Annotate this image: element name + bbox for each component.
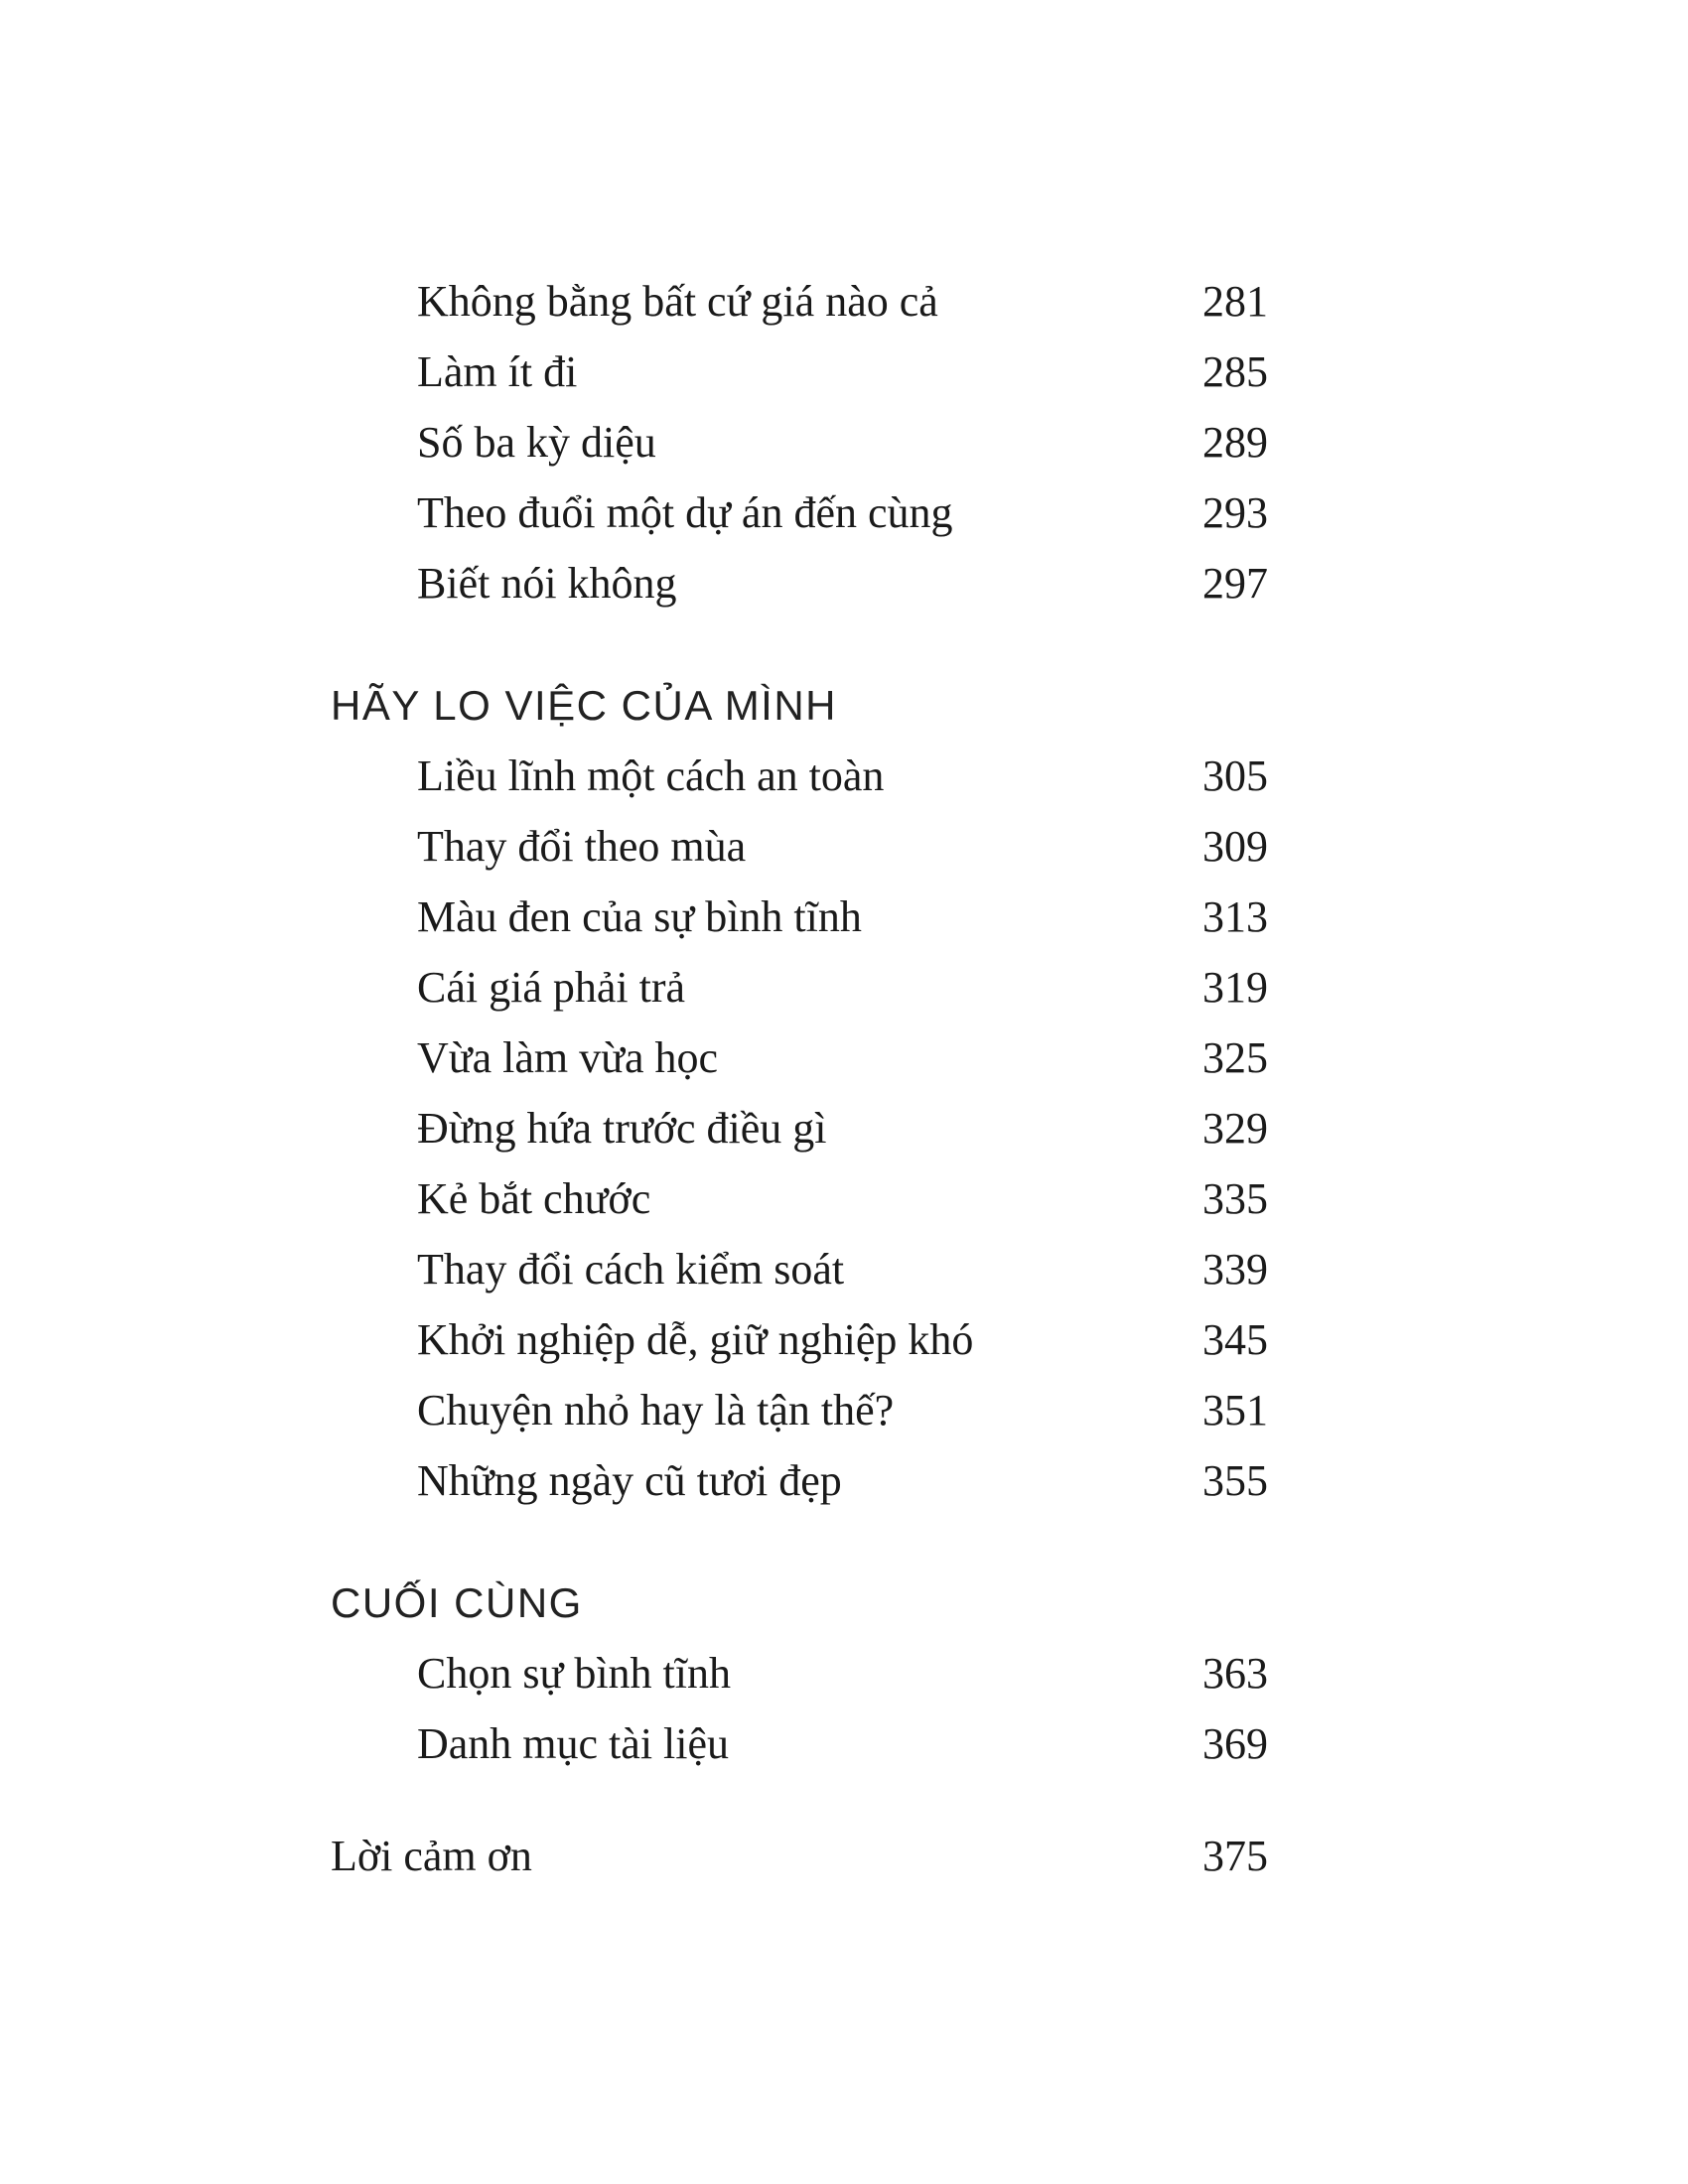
entry-title: Danh mục tài liệu: [417, 1719, 730, 1768]
entry-title: Vừa làm vừa học: [417, 1033, 719, 1082]
toc-entry: [331, 266, 1268, 337]
entry-page-number: 363: [1202, 1649, 1268, 1698]
entry-page-number: 285: [1202, 347, 1268, 396]
entry-page-number: 355: [1202, 1456, 1268, 1505]
toc-group: [331, 670, 1268, 1516]
section-heading: HÃY LO VIỆC CỦA MÌNH: [331, 682, 838, 729]
entry-title: Kẻ bắt chước: [417, 1174, 651, 1223]
entry-page-number: 281: [1202, 277, 1268, 326]
toc-entry: [331, 952, 1268, 1023]
entry-page-number: 345: [1202, 1315, 1268, 1364]
toc-entry: [331, 741, 1268, 811]
entry-title: Làm ít đi: [417, 347, 578, 396]
table-of-contents: [331, 266, 1268, 1891]
entry-title: Liều lĩnh một cách an toàn: [417, 751, 885, 800]
toc-entry: [331, 1093, 1268, 1163]
entry-page-number: 375: [1202, 1832, 1268, 1880]
toc-entry: [331, 1023, 1268, 1093]
entry-title: Không bằng bất cứ giá nào cả: [417, 277, 938, 326]
entry-page-number: 305: [1202, 751, 1268, 800]
entry-page-number: 329: [1202, 1104, 1268, 1153]
toc-group: [331, 1568, 1268, 1779]
entry-page-number: 369: [1202, 1719, 1268, 1768]
entry-title: Lời cảm ơn: [331, 1832, 532, 1880]
entry-title: Chuyện nhỏ hay là tận thế?: [417, 1386, 895, 1434]
toc-entry: [331, 1234, 1268, 1304]
toc-entry: [331, 882, 1268, 952]
toc-entry: [331, 1821, 1268, 1891]
entry-page-number: 297: [1202, 559, 1268, 608]
toc-entry: [331, 407, 1268, 478]
toc-entry: [331, 1708, 1268, 1779]
toc-entry: [331, 1304, 1268, 1375]
toc-entry: [331, 1445, 1268, 1516]
entry-title: Những ngày cũ tươi đẹp: [417, 1456, 842, 1505]
entry-title: Thay đổi theo mùa: [417, 822, 747, 871]
entry-page-number: 351: [1202, 1386, 1268, 1434]
toc-entry: [331, 811, 1268, 882]
entry-title: Số ba kỳ diệu: [417, 418, 656, 467]
toc-entry: [331, 1638, 1268, 1708]
toc-entry: [331, 1375, 1268, 1445]
entry-page-number: 335: [1202, 1174, 1268, 1223]
entry-page-number: 313: [1202, 892, 1268, 941]
entry-title: Biết nói không: [417, 559, 677, 608]
toc-group: [331, 266, 1268, 618]
entry-page-number: 319: [1202, 963, 1268, 1012]
entry-title: Thay đổi cách kiểm soát: [417, 1245, 845, 1294]
entry-page-number: 289: [1202, 418, 1268, 467]
entry-title: Chọn sự bình tĩnh: [417, 1649, 731, 1698]
entry-page-number: 339: [1202, 1245, 1268, 1294]
toc-group: [331, 1821, 1268, 1891]
toc-entry: [331, 337, 1268, 407]
entry-title: Màu đen của sự bình tĩnh: [417, 892, 862, 941]
entry-title: Cái giá phải trả: [417, 963, 686, 1012]
section-heading: CUỐI CÙNG: [331, 1579, 583, 1626]
entry-page-number: 293: [1202, 488, 1268, 537]
entry-title: Khởi nghiệp dễ, giữ nghiệp khó: [417, 1315, 974, 1364]
toc-entry: [331, 1163, 1268, 1234]
entry-page-number: 325: [1202, 1033, 1268, 1082]
toc-entry: [331, 548, 1268, 618]
toc-entry: [331, 478, 1268, 548]
entry-page-number: 309: [1202, 822, 1268, 871]
entry-title: Đừng hứa trước điều gì: [417, 1104, 827, 1153]
entry-title: Theo đuổi một dự án đến cùng: [417, 488, 953, 537]
